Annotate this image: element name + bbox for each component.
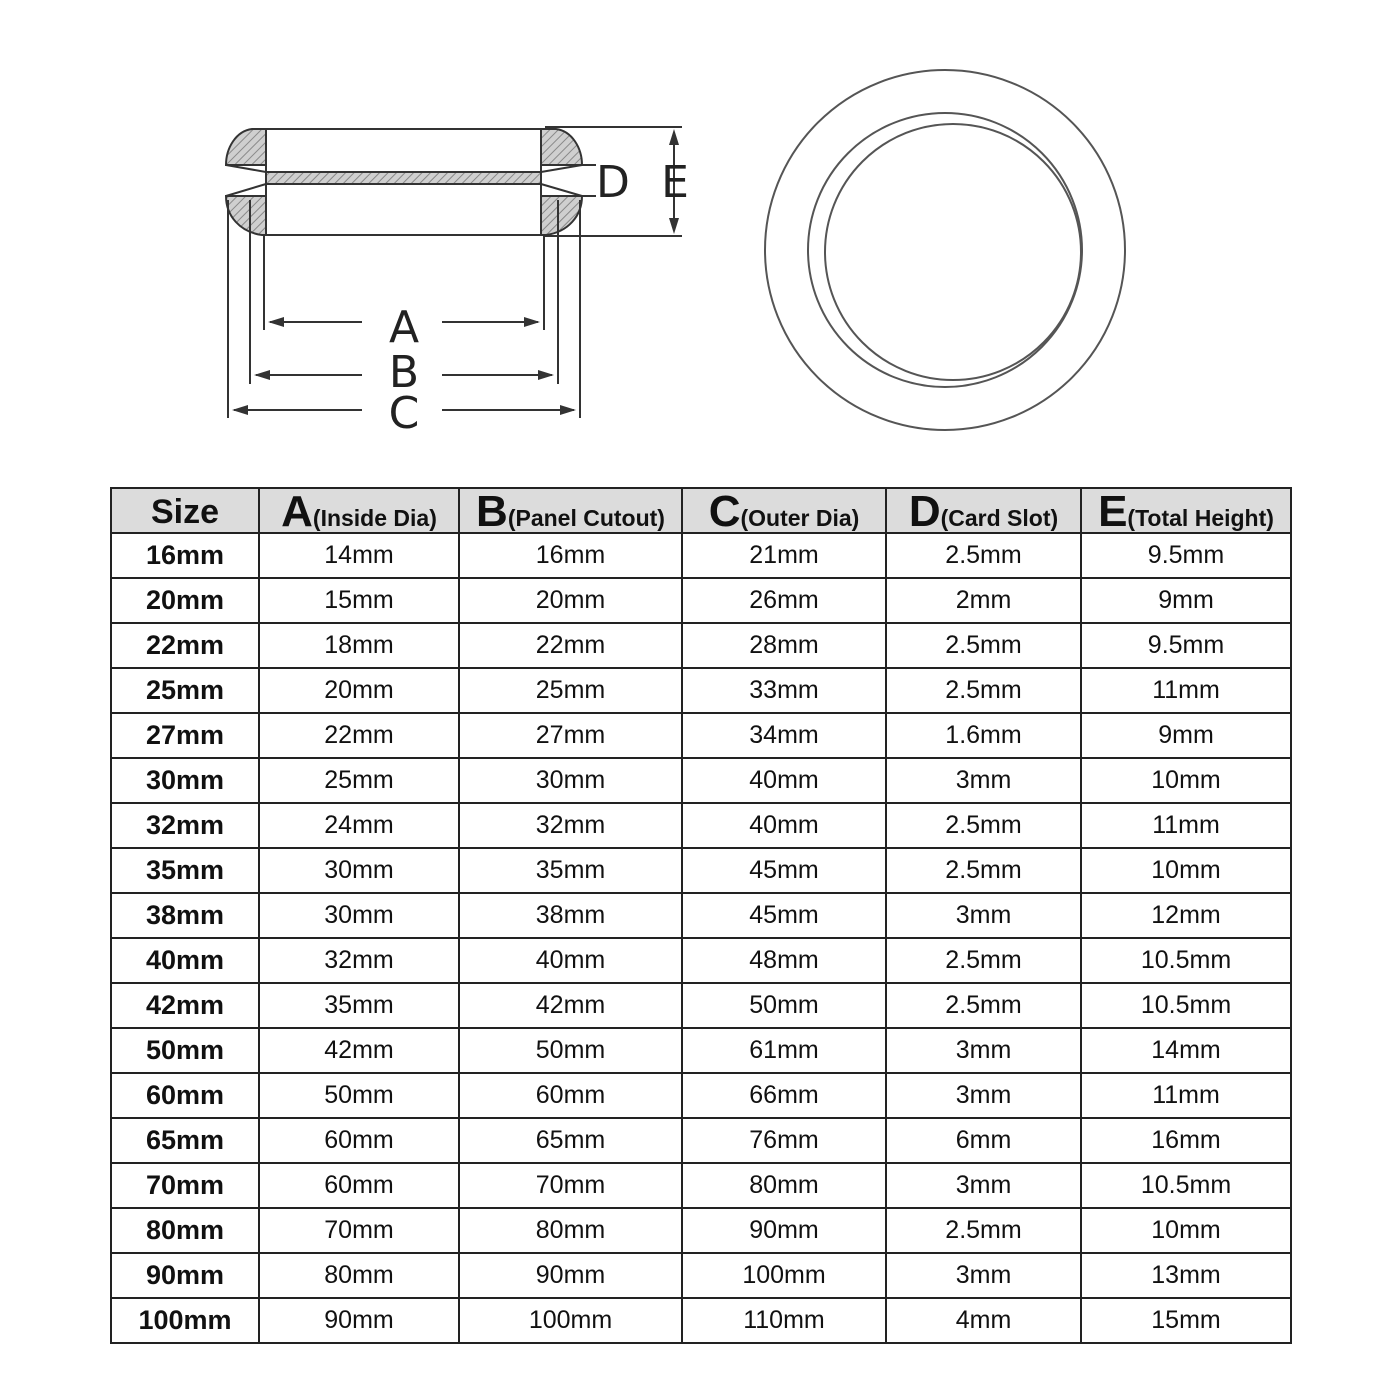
table-row	[111, 938, 1291, 983]
table-row	[111, 1298, 1291, 1343]
cell-size: 20mm	[111, 578, 259, 623]
cell-a: 30mm	[259, 893, 459, 938]
header-subtitle: (Card Slot)	[940, 505, 1059, 531]
header-letter: A	[281, 488, 313, 533]
cell-c: 45mm	[682, 848, 886, 893]
cell-c: 76mm	[682, 1118, 886, 1163]
dim-label-d: D	[596, 157, 630, 208]
cell-b: 35mm	[459, 848, 682, 893]
table-row	[111, 848, 1291, 893]
table-row	[111, 1028, 1291, 1073]
cell-e: 12mm	[1081, 893, 1291, 938]
table-row	[111, 1118, 1291, 1163]
inner-ring	[825, 124, 1081, 380]
cell-b: 100mm	[459, 1298, 682, 1343]
cell-b: 32mm	[459, 803, 682, 848]
cell-c: 100mm	[682, 1253, 886, 1298]
cell-a: 60mm	[259, 1118, 459, 1163]
cell-e: 11mm	[1081, 803, 1291, 848]
cell-c: 34mm	[682, 713, 886, 758]
cell-size: 80mm	[111, 1208, 259, 1253]
cell-d: 2mm	[886, 578, 1081, 623]
cell-b: 25mm	[459, 668, 682, 713]
cell-a: 32mm	[259, 938, 459, 983]
cell-size: 90mm	[111, 1253, 259, 1298]
cell-d: 4mm	[886, 1298, 1081, 1343]
table-row	[111, 758, 1291, 803]
cell-a: 18mm	[259, 623, 459, 668]
table-row	[111, 1253, 1291, 1298]
table-row	[111, 533, 1291, 578]
cell-e: 11mm	[1081, 1073, 1291, 1118]
cell-c: 26mm	[682, 578, 886, 623]
cell-a: 90mm	[259, 1298, 459, 1343]
cell-d: 3mm	[886, 1073, 1081, 1118]
cell-a: 60mm	[259, 1163, 459, 1208]
cell-d: 3mm	[886, 1028, 1081, 1073]
cell-d: 1.6mm	[886, 713, 1081, 758]
header-subtitle: (Panel Cutout)	[507, 505, 665, 531]
cell-size: 40mm	[111, 938, 259, 983]
cell-a: 70mm	[259, 1208, 459, 1253]
cell-b: 60mm	[459, 1073, 682, 1118]
table-row	[111, 803, 1291, 848]
left-top-flange	[226, 129, 266, 165]
column-header-a	[259, 488, 459, 533]
cell-e: 9.5mm	[1081, 623, 1291, 668]
cell-d: 3mm	[886, 758, 1081, 803]
header-letter: D	[908, 488, 941, 533]
header-letter: E	[1098, 488, 1128, 533]
cell-d: 3mm	[886, 893, 1081, 938]
cell-size: 32mm	[111, 803, 259, 848]
cell-e: 9mm	[1081, 713, 1291, 758]
header-subtitle: (Inside Dia)	[312, 505, 437, 531]
column-header-e	[1081, 488, 1291, 533]
dimension-labels	[389, 157, 689, 439]
table-row	[111, 578, 1291, 623]
size-spec-table	[110, 487, 1292, 1344]
cell-d: 2.5mm	[886, 623, 1081, 668]
cell-b: 30mm	[459, 758, 682, 803]
cell-size: 100mm	[111, 1298, 259, 1343]
table-body	[111, 533, 1291, 1343]
cell-size: 70mm	[111, 1163, 259, 1208]
cell-b: 80mm	[459, 1208, 682, 1253]
cell-c: 33mm	[682, 668, 886, 713]
cell-a: 80mm	[259, 1253, 459, 1298]
cell-d: 2.5mm	[886, 668, 1081, 713]
cell-size: 38mm	[111, 893, 259, 938]
cell-size: 16mm	[111, 533, 259, 578]
column-header-size	[111, 488, 259, 533]
grommet-top-view	[765, 70, 1125, 430]
cell-e: 11mm	[1081, 668, 1291, 713]
table-row	[111, 713, 1291, 758]
dim-label-b: B	[388, 347, 420, 398]
cell-e: 9.5mm	[1081, 533, 1291, 578]
header-subtitle: (Outer Dia)	[740, 505, 860, 531]
dim-label-c: C	[388, 388, 420, 439]
table-row	[111, 668, 1291, 713]
cell-a: 42mm	[259, 1028, 459, 1073]
cell-d: 2.5mm	[886, 983, 1081, 1028]
cell-c: 28mm	[682, 623, 886, 668]
cell-d: 2.5mm	[886, 1208, 1081, 1253]
cell-b: 22mm	[459, 623, 682, 668]
cell-b: 20mm	[459, 578, 682, 623]
cell-b: 38mm	[459, 893, 682, 938]
column-header-c	[682, 488, 886, 533]
column-header-b	[459, 488, 682, 533]
dim-label-e: E	[661, 157, 689, 208]
cell-a: 30mm	[259, 848, 459, 893]
cell-size: 50mm	[111, 1028, 259, 1073]
cell-e: 14mm	[1081, 1028, 1291, 1073]
cell-c: 66mm	[682, 1073, 886, 1118]
cell-a: 15mm	[259, 578, 459, 623]
cell-c: 40mm	[682, 803, 886, 848]
cell-b: 90mm	[459, 1253, 682, 1298]
cell-d: 6mm	[886, 1118, 1081, 1163]
right-top-flange	[541, 129, 582, 165]
cell-c: 48mm	[682, 938, 886, 983]
left-bottom-flange	[226, 196, 266, 235]
cell-size: 42mm	[111, 983, 259, 1028]
cell-d: 2.5mm	[886, 938, 1081, 983]
cell-c: 61mm	[682, 1028, 886, 1073]
cell-b: 42mm	[459, 983, 682, 1028]
cell-d: 2.5mm	[886, 803, 1081, 848]
cell-c: 21mm	[682, 533, 886, 578]
table-row	[111, 1073, 1291, 1118]
cell-c: 45mm	[682, 893, 886, 938]
cell-a: 35mm	[259, 983, 459, 1028]
table-row	[111, 983, 1291, 1028]
grommet-diagram	[0, 0, 1400, 470]
table-row	[111, 893, 1291, 938]
cell-a: 14mm	[259, 533, 459, 578]
header-letter: B	[476, 488, 508, 533]
header-letter: Size	[150, 493, 220, 531]
table-row	[111, 1208, 1291, 1253]
cell-b: 16mm	[459, 533, 682, 578]
cell-a: 50mm	[259, 1073, 459, 1118]
cell-e: 10.5mm	[1081, 983, 1291, 1028]
right-bottom-flange	[541, 196, 582, 235]
cell-c: 50mm	[682, 983, 886, 1028]
cell-e: 15mm	[1081, 1298, 1291, 1343]
cell-e: 13mm	[1081, 1253, 1291, 1298]
header-letter: C	[708, 488, 741, 533]
table-row	[111, 1163, 1291, 1208]
cell-b: 40mm	[459, 938, 682, 983]
cell-size: 22mm	[111, 623, 259, 668]
cell-b: 70mm	[459, 1163, 682, 1208]
cell-e: 10mm	[1081, 1208, 1291, 1253]
cell-d: 2.5mm	[886, 533, 1081, 578]
table-row	[111, 623, 1291, 668]
cell-e: 10mm	[1081, 758, 1291, 803]
cell-b: 50mm	[459, 1028, 682, 1073]
cell-a: 24mm	[259, 803, 459, 848]
cell-c: 90mm	[682, 1208, 886, 1253]
cell-d: 3mm	[886, 1253, 1081, 1298]
cell-c: 40mm	[682, 758, 886, 803]
cell-d: 2.5mm	[886, 848, 1081, 893]
cell-e: 10mm	[1081, 848, 1291, 893]
cell-a: 22mm	[259, 713, 459, 758]
cell-size: 65mm	[111, 1118, 259, 1163]
column-header-d	[886, 488, 1081, 533]
cell-a: 25mm	[259, 758, 459, 803]
cell-size: 60mm	[111, 1073, 259, 1118]
cell-b: 27mm	[459, 713, 682, 758]
cell-c: 80mm	[682, 1163, 886, 1208]
cell-b: 65mm	[459, 1118, 682, 1163]
cell-size: 25mm	[111, 668, 259, 713]
cell-c: 110mm	[682, 1298, 886, 1343]
cell-e: 10.5mm	[1081, 1163, 1291, 1208]
cell-e: 16mm	[1081, 1118, 1291, 1163]
cell-a: 20mm	[259, 668, 459, 713]
cell-d: 3mm	[886, 1163, 1081, 1208]
header-subtitle: (Total Height)	[1127, 505, 1274, 531]
cell-size: 27mm	[111, 713, 259, 758]
cell-e: 10.5mm	[1081, 938, 1291, 983]
card-slot-band	[266, 172, 541, 184]
cell-size: 30mm	[111, 758, 259, 803]
cell-size: 35mm	[111, 848, 259, 893]
dim-label-a: A	[388, 302, 420, 353]
cell-e: 9mm	[1081, 578, 1291, 623]
table-header-row	[111, 488, 1291, 533]
grommet-side-view	[226, 129, 596, 235]
